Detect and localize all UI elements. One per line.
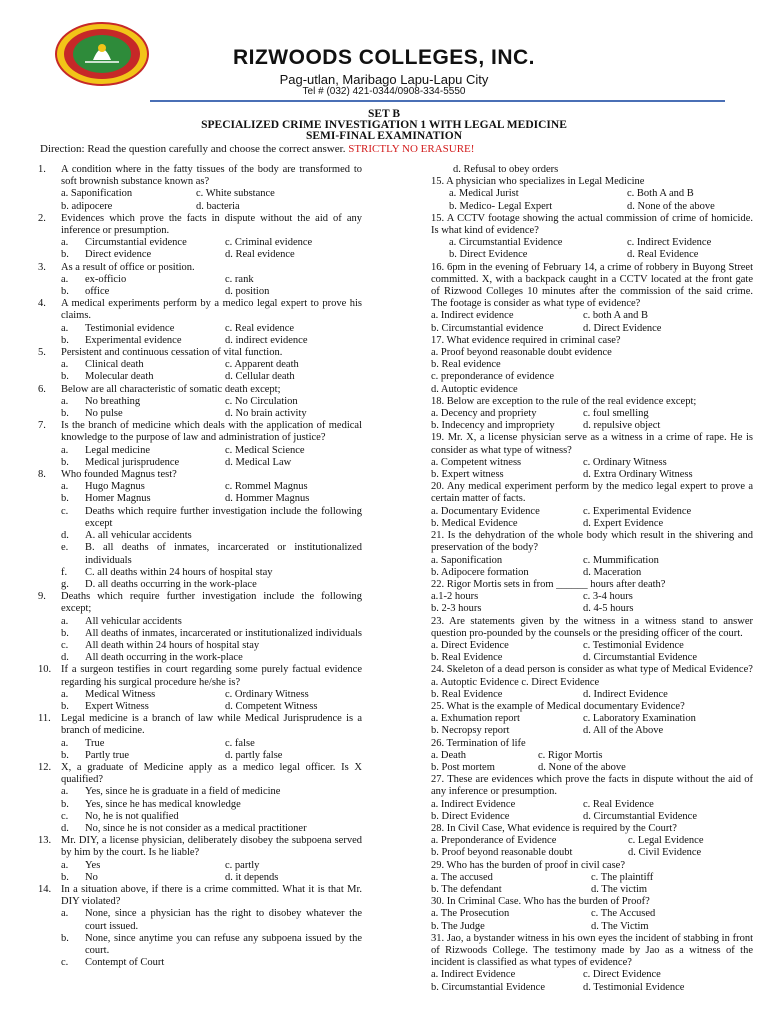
question-2-options: a. Circumstantial evidence c. Criminal evidence (61, 237, 313, 249)
question-14-option-b: b. None, since anytime you can refuse any subpoena issued by the court. (61, 932, 362, 956)
question-5: 5. Persistent and continuous cessation of vital function. (38, 347, 283, 359)
question-7-options: b. Medical jurisprudence d. Medical Law (61, 456, 292, 468)
question-1-options: a. Saponification c. White substance (61, 188, 275, 200)
question-15b-options: a. Circumstantial Evidence c. Indirect Evidence (449, 237, 712, 249)
question-10-options: b. Expert Witness d. Competent Witness (61, 700, 318, 712)
question-8-extra: c. Deaths which require further investigation include the following except (61, 505, 362, 529)
question-25-options: b. Necropsy report d. All of the Above (431, 725, 664, 737)
question-2-options: b. Direct evidence d. Real evidence (61, 249, 295, 261)
question-13-options: b. No d. it depends (61, 871, 279, 883)
question-31: 31. Jao, a bystander witness in his own eyes the incident of stabbing in front of Rizwoods College. The testimony made by Jao as a witness of the incident is classified as what types of evidence? (431, 932, 753, 969)
question-9-option-d: d. All death occurring in the work-place (61, 652, 243, 664)
question-31-options: b. Circumstantial Evidence d. Testimonial Evidence (431, 981, 685, 993)
question-30: 30. In Criminal Case. Who has the burden of Proof? (431, 896, 650, 908)
question-11-options: a. True c. false (61, 737, 255, 749)
question-17-option-d: d. Autoptic evidence (431, 383, 518, 395)
question-9-option-b: b. All deaths of inmates, incarcerated or institutionalized individuals (61, 627, 363, 639)
question-26-options: b. Post mortem d. None of the above (431, 761, 626, 773)
question-28: 28. In Civil Case, What evidence is required by the Court? (431, 822, 677, 834)
question-27: 27. These are evidences which prove the facts in dispute without the aid of any inference or presumption. (431, 774, 753, 798)
directions (40, 143, 474, 155)
question-10: 10. If a surgeon testifies in court regarding some purely factual evidence regarding his surgical procedure he/she is? (38, 664, 362, 688)
question-12: 12. X, a graduate of Medicine apply as a medico legal officer. Is X qualified? (38, 761, 362, 786)
question-2: 2. Evidences which prove the facts in dispute without the aid of any inference or presumption. (38, 212, 362, 237)
question-5-options: a. Clinical death c. Apparent death (61, 359, 299, 371)
question-23-options: b. Real Evidence d. Circumstantial Evidence (431, 652, 698, 664)
question-7-options: a. Legal medicine c. Medical Science (61, 444, 305, 456)
question-23: 23. Are statements given by the witness in a witness stand to answer question pro-pounded by the counsels or the presiding officer of the court. (431, 615, 753, 639)
question-25: 25. What is the example of Medical documentary Evidence? (431, 700, 685, 712)
question-30-options: b. The Judge d. The Victim (431, 920, 649, 932)
question-20-options: a. Documentary Evidence c. Experimental Evidence (431, 505, 692, 517)
question-27-options: b. Direct Evidence d. Circumstantial Evidence (431, 810, 698, 822)
question-29: 29. Who has the burden of proof in civil case? (431, 859, 625, 871)
directions-warning: STRICTLY NO ERASURE! (348, 143, 475, 155)
question-8-extra: g. D. all deaths occurring in the work-place (61, 578, 257, 590)
exam-type: SEMI-FINAL EXAMINATION (305, 130, 462, 142)
question-12-option-a: a. Yes, since he is graduate in a field of medicine (61, 786, 281, 798)
question-14-option-d: d. Refusal to obey orders (453, 164, 559, 175)
question-12-option-c: c. No, he is not qualified (61, 810, 179, 822)
question-15: 15. A physician who specializes in Legal Medicine (431, 176, 645, 188)
school-telephone: Tel # (032) 421-0344/0908-334-5550 (302, 86, 466, 97)
question-23-options: a. Direct Evidence c. Testimonial Evidence (431, 639, 684, 651)
question-20: 20. Any medical experiment perform by the medico legal expert to prove a certain matter of facts. (431, 481, 753, 505)
exam-subject: SPECIALIZED CRIME INVESTIGATION 1 WITH LEGAL MEDICINE (201, 119, 567, 131)
header-divider (150, 100, 725, 102)
question-20-options: b. Medical Evidence d. Expert Evidence (431, 517, 664, 529)
left-column (38, 164, 362, 969)
question-22: 22. Rigor Mortis sets in from ______ hours after death? (431, 578, 666, 590)
question-17-option-a: a. Proof beyond reasonable doubt evidence (431, 347, 612, 359)
question-24: 24. Skeleton of a dead person is consider as what type of Medical Evidence? (431, 664, 753, 676)
question-18-options: a. Decency and propriety c. foul smelling (431, 408, 649, 420)
question-27-options: a. Indirect Evidence c. Real Evidence (431, 798, 654, 810)
question-13-options: a. Yes c. partly (61, 859, 260, 871)
question-3: 3. As a result of office or position. (38, 261, 195, 273)
question-24-options: b. Real Evidence d. Indirect Evidence (431, 688, 668, 700)
question-8: 8. Who founded Magnus test? (38, 469, 177, 481)
question-8-options: b. Homer Magnus d. Hommer Magnus (61, 493, 310, 505)
directions-text: Direction: Read the question carefully and choose the correct answer. (40, 143, 346, 155)
question-22-options: a.1-2 hours c. 3-4 hours (431, 591, 633, 603)
question-11: 11. Legal medicine is a branch of law while Medical Jurisprudence is a branch of medicine. (38, 713, 362, 737)
exam-set: SET B (367, 108, 401, 120)
question-29-options: a. The accused c. The plaintiff (431, 871, 654, 883)
question-30-options: a. The Prosecution c. The Accused (431, 908, 656, 920)
question-14-option-c: c. Contempt of Court (61, 957, 165, 969)
question-15-options: b. Medico- Legal Expert d. None of the above (449, 200, 715, 212)
question-4-options: a. Testimonial evidence c. Real evidence (61, 322, 295, 334)
question-21-options: a. Saponification c. Mummification (431, 554, 659, 566)
question-1-options: b. adipocere d. bacteria (61, 200, 240, 212)
question-18-options: b. Indecency and impropriety d. repulsive object (431, 420, 661, 432)
question-1: 1. A condition where in the fatty tissues of the body are transformed to soft brownish substance known as? (38, 164, 362, 188)
question-12-option-b: b. Yes, since he has medical knowledge (61, 798, 241, 810)
question-17-option-b: b. Real evidence (431, 359, 501, 371)
question-28-options: b. Proof beyond reasonable doubt d. Civil Evidence (431, 847, 702, 859)
question-19-options: b. Expert witness d. Extra Ordinary Witness (431, 469, 693, 481)
question-13: 13. Mr. DIY, a license physician, deliberately disobey the subpoena served by him by the court. Is he liable? (38, 835, 362, 859)
question-5-options: b. Molecular death d. Cellular death (61, 371, 295, 383)
question-14-option-a: a. None, since a physician has the right to disobey whatever the court issued. (61, 908, 362, 932)
question-29-options: b. The defendant d. The victim (431, 883, 648, 895)
question-21-options: b. Adipocere formation d. Maceration (431, 566, 642, 578)
question-17-option-c: c. preponderance of evidence (431, 371, 555, 383)
question-24-options: a. Autoptic Evidence c. Direct Evidence (431, 676, 600, 688)
question-8-extra: d. A. all vehicular accidents (61, 530, 192, 542)
question-8-extra: f. C. all deaths within 24 hours of hospital stay (61, 566, 273, 578)
question-16-options: a. Indirect evidence c. both A and B (431, 310, 649, 322)
question-26-options: a. Death c. Rigor Mortis (431, 749, 603, 761)
question-17: 17. What evidence required in criminal case? (431, 334, 621, 346)
question-15b: 15. A CCTV footage showing the actual commission of crime of homicide. Is what kind of evidence? (431, 212, 753, 237)
question-14: 14. In a situation above, if there is a crime committed. What it is that Mr. DIY violated? (38, 883, 362, 908)
question-4-options: b. Experimental evidence d. indirect evidence (61, 334, 308, 346)
question-16-options: b. Circumstantial evidence d. Direct Evidence (431, 322, 662, 334)
question-8-extra: e. B. all deaths of inmates, incarcerated or institutionalized individuals (61, 542, 362, 566)
question-15-options: a. Medical Jurist c. Both A and B (449, 188, 694, 200)
question-15b-options: b. Direct Evidence d. Real Evidence (449, 249, 699, 261)
question-3-options: a. ex-officio c. rank (61, 273, 254, 285)
question-4: 4. A medical experiments perform by a medico legal expert to prove his claims. (38, 298, 362, 322)
question-11-options: b. Partly true d. partly false (61, 749, 283, 761)
question-31-options: a. Indirect Evidence c. Direct Evidence (431, 969, 661, 981)
question-6-options: a. No breathing c. No Circulation (61, 395, 298, 407)
question-18: 18. Below are exception to the rule of the real evidence except; (431, 395, 697, 407)
question-9: 9. Deaths which require further investigation include the following except; (38, 591, 362, 615)
question-28-options: a. Preponderance of Evidence c. Legal Evidence (431, 835, 704, 847)
question-16: 16. 6pm in the evening of February 14, a crime of robbery in Buyong Street committed. X, with a backpack caught in a CCTV located at the front gate of Rizwood Colleges 10 minutes after the commission of the said crime. The footage is consider as what type of evidence? (431, 261, 753, 310)
question-19-options: a. Competent witness c. Ordinary Witness (431, 456, 667, 468)
question-12-option-d: d. No, since he is not consider as a medical practitioner (61, 822, 307, 834)
question-10-options: a. Medical Witness c. Ordinary Witness (61, 688, 309, 700)
right-column (431, 164, 753, 994)
question-6-options: b. No pulse d. No brain activity (61, 408, 307, 420)
question-8-options: a. Hugo Magnus c. Rommel Magnus (61, 481, 308, 493)
question-9-option-a: a. All vehicular accidents (61, 615, 182, 627)
question-7: 7. Is the branch of medicine which deals with the application of medical knowledge to the purpose of law and administration of justice? (38, 420, 362, 444)
question-21: 21. Is the dehydration of the whole body which result in the shivering and preservation of the body? (431, 530, 753, 554)
question-6: 6. Below are all characteristic of somatic death except; (38, 383, 281, 395)
school-address: Pag-utlan, Maribago Lapu-Lapu City (279, 72, 489, 87)
school-name: RIZWOODS COLLEGES, INC. (232, 46, 535, 69)
question-25-options: a. Exhumation report c. Laboratory Examination (431, 713, 696, 725)
question-22-options: b. 2-3 hours d. 4-5 hours (431, 603, 634, 615)
question-26: 26. Termination of life (431, 737, 526, 749)
question-9-option-c: c. All death within 24 hours of hospital stay (61, 639, 260, 651)
question-3-options: b. office d. position (61, 286, 270, 298)
question-19: 19. Mr. X, a license physician serve as a witness in a crime of rape. He is consider as what type of witness? (431, 432, 753, 456)
